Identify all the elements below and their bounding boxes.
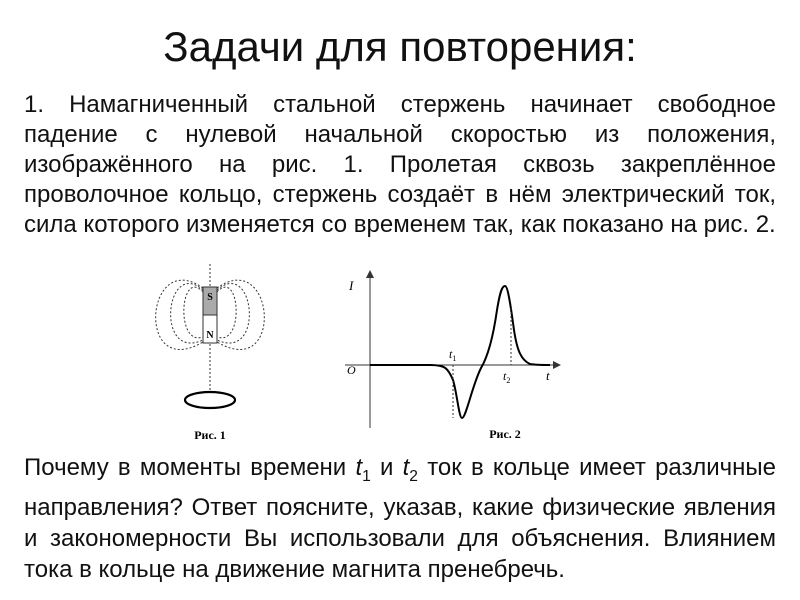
- figure-2-current-graph: [335, 268, 565, 448]
- problem-text: [24, 90, 776, 240]
- origin-label: O: [347, 363, 356, 377]
- current-curve: [370, 286, 550, 418]
- wire-ring: [185, 392, 235, 408]
- problem-statement: Намагниченный стальной стержень начинает свободное падение с нулевой начальной скоростью из положения, изображённого на рис. 1. Пролетая сквозь закреплённое проволочное кольцо, стержень создаёт в нём электрический ток, сила которого изменяется со временем так, как показано на рис. 2.: [24, 91, 776, 238]
- t1-label: $t_1$: [449, 347, 457, 363]
- t2-label: $t_2$: [503, 369, 511, 385]
- question-text: Почему в моменты времени $t_1$ и $t_2$ ток в кольце имеет различные направления? Ответ поясните, указав, какие физические явления и закономерности Вы использовали для объяснения. Влиянием тока в кольце на движение магнита пренебречь.: [24, 454, 776, 583]
- y-axis-label: I: [349, 278, 354, 293]
- x-axis-label: t: [546, 368, 550, 383]
- figure-1-caption: Рис. 1: [194, 428, 226, 442]
- figure-2-caption: Рис. 2: [489, 427, 521, 441]
- pole-n-label: N: [206, 330, 214, 341]
- figure-1-magnet: [140, 262, 280, 447]
- pole-s-label: S: [207, 292, 213, 303]
- slide-title: Задачи для повторения:: [163, 23, 637, 70]
- problem-number: 1.: [24, 91, 45, 118]
